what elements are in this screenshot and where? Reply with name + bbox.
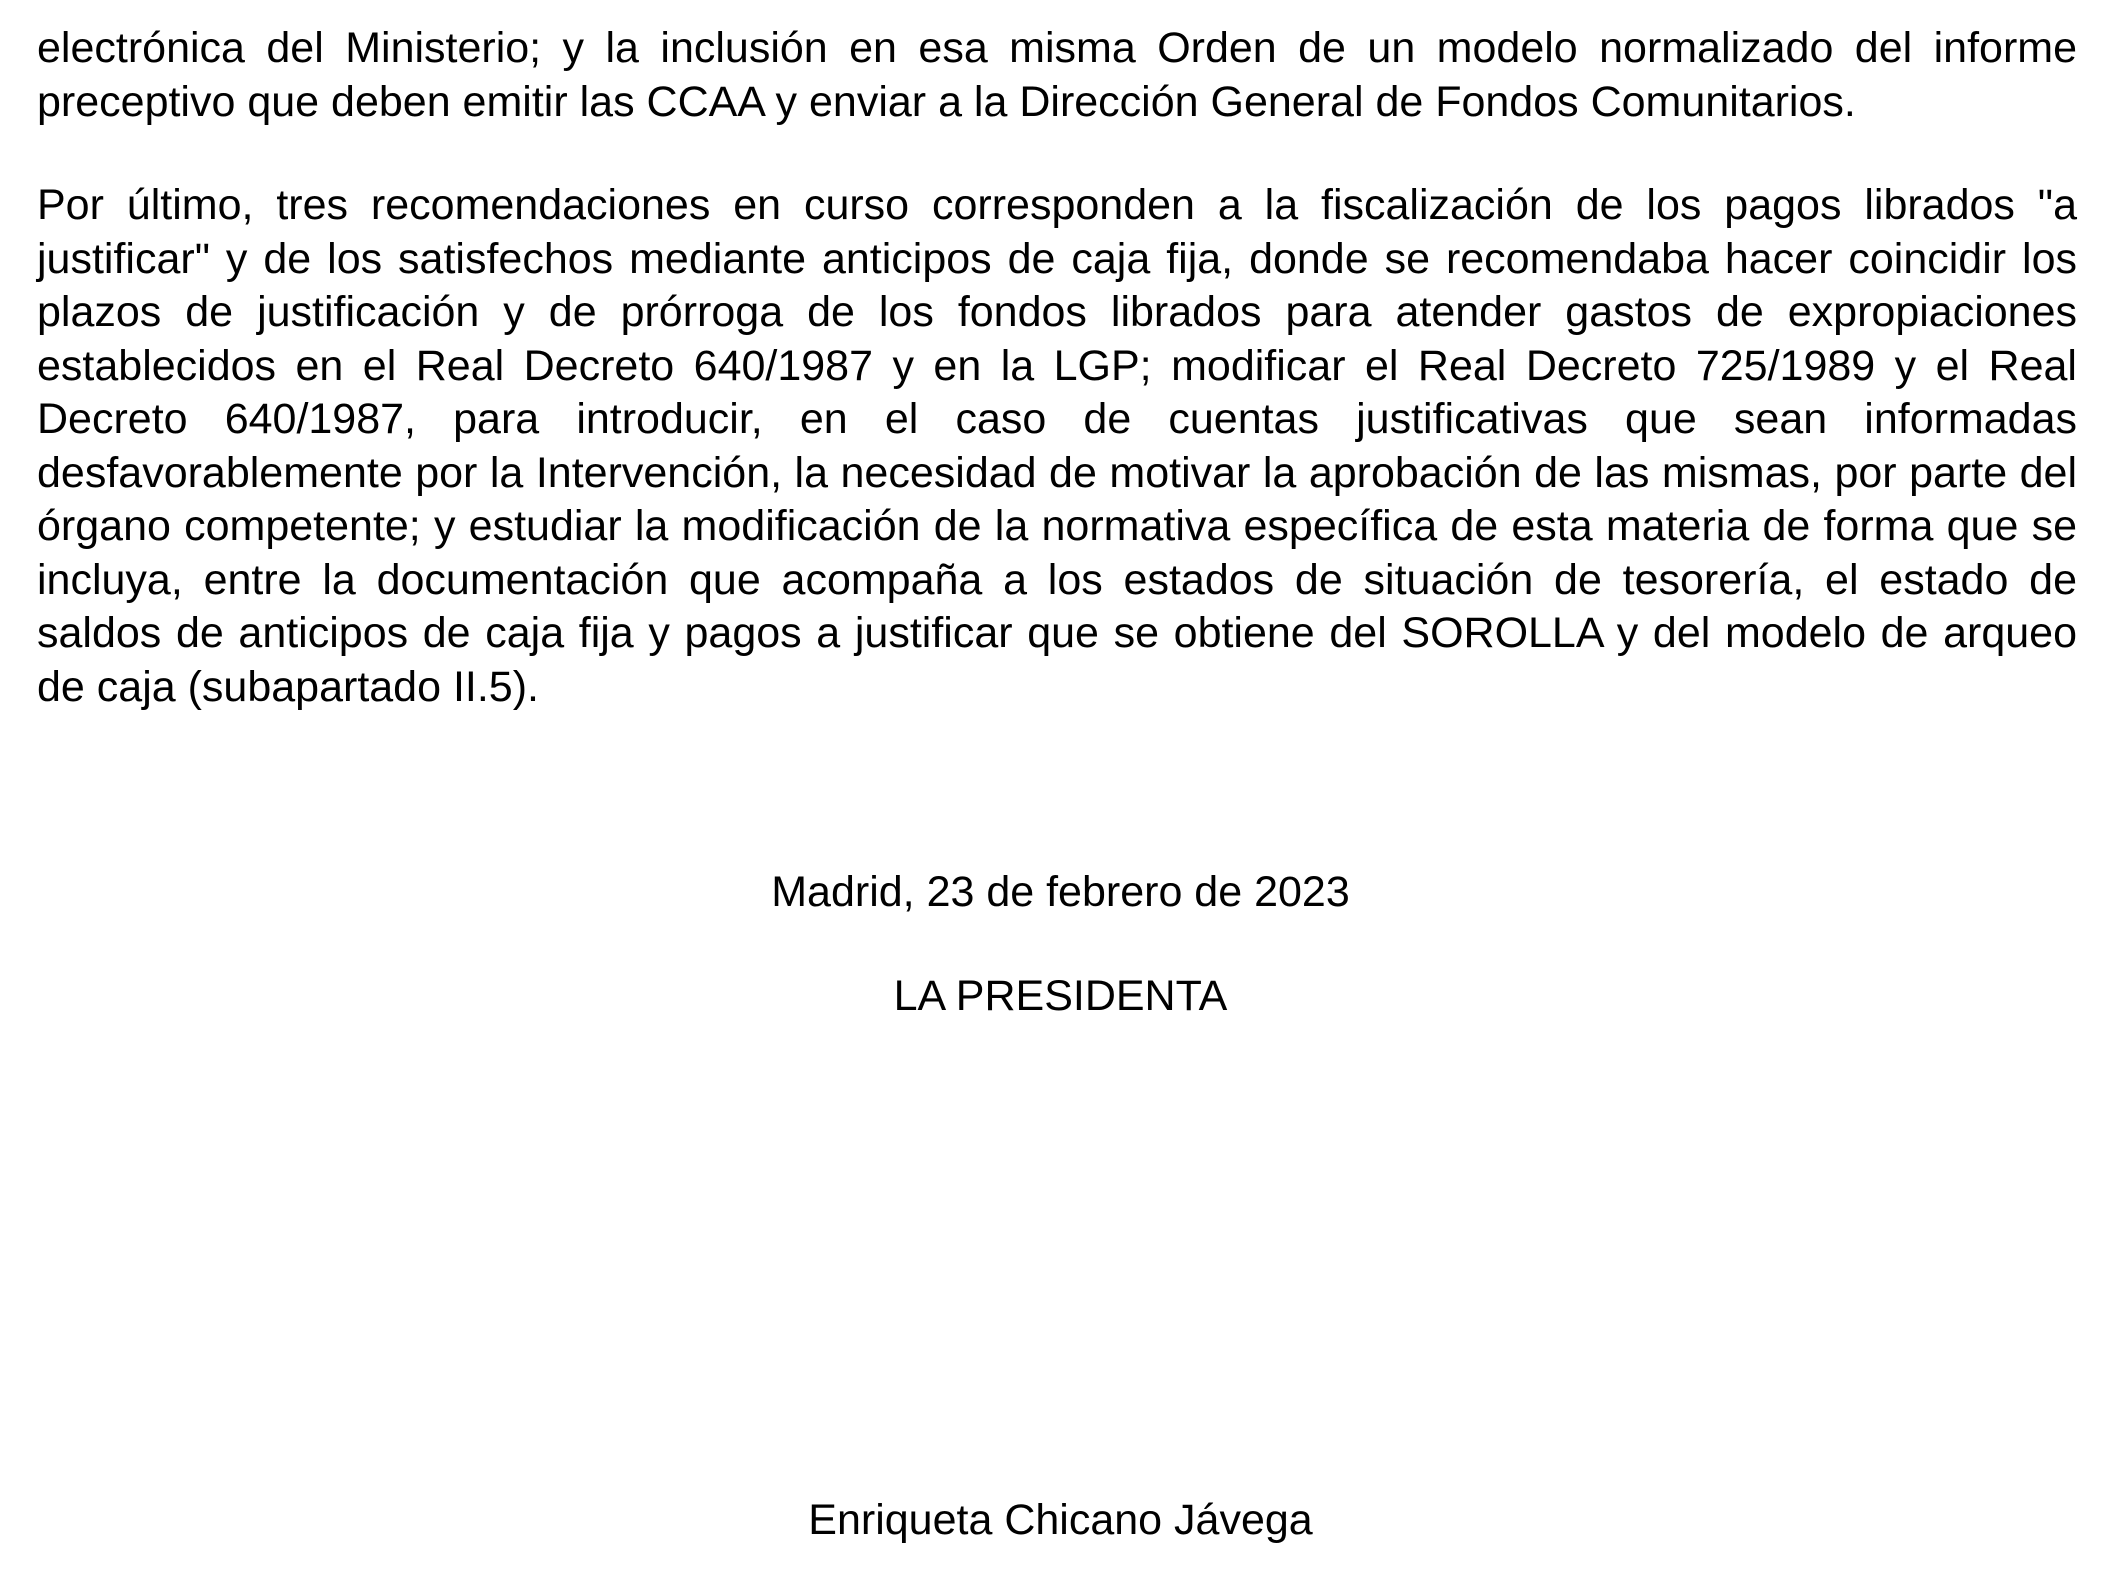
place-date: Madrid, 23 de febrero de 2023 <box>771 868 1350 916</box>
paragraph-ministry-report: electrónica del Ministerio; y la inclusión en esa misma Orden de un modelo normalizado del informe preceptivo que deben emitir las CCAA y enviar a la Dirección General de Fondos Comunitarios. <box>37 24 2077 126</box>
signer-name: Enriqueta Chicano Jávega <box>808 1496 1313 1544</box>
paragraph-recommendations: Por último, tres recomendaciones en curso corresponden a la fiscalización de los pagos librados "a justificar" y de los satisfechos mediante anticipos de caja fija, donde se recomendaba hacer coincidir los plazos de justificación y de prórroga de los fondos librados para atender gastos de expropiaciones establecidos en el Real Decreto 640/1987 y en la LGP; modificar el Real Decreto 725/1989 y el Real Decreto 640/1987, para introducir, en el caso de cuentas justificativas que sean informadas desfavorablemente por la Intervención, la necesidad de motivar la aprobación de las mismas, por parte del órgano competente; y estudiar la modificación de la normativa específica de esta materia de forma que se incluya, entre la documentación que acompaña a los estados de situación de tesorería, el estado de saldos de anticipos de caja fija y pagos a justificar que se obtiene del SOROLLA y del modelo de arqueo de caja (subapartado II.5). <box>37 181 2077 711</box>
signer-title: LA PRESIDENTA <box>893 972 1228 1020</box>
